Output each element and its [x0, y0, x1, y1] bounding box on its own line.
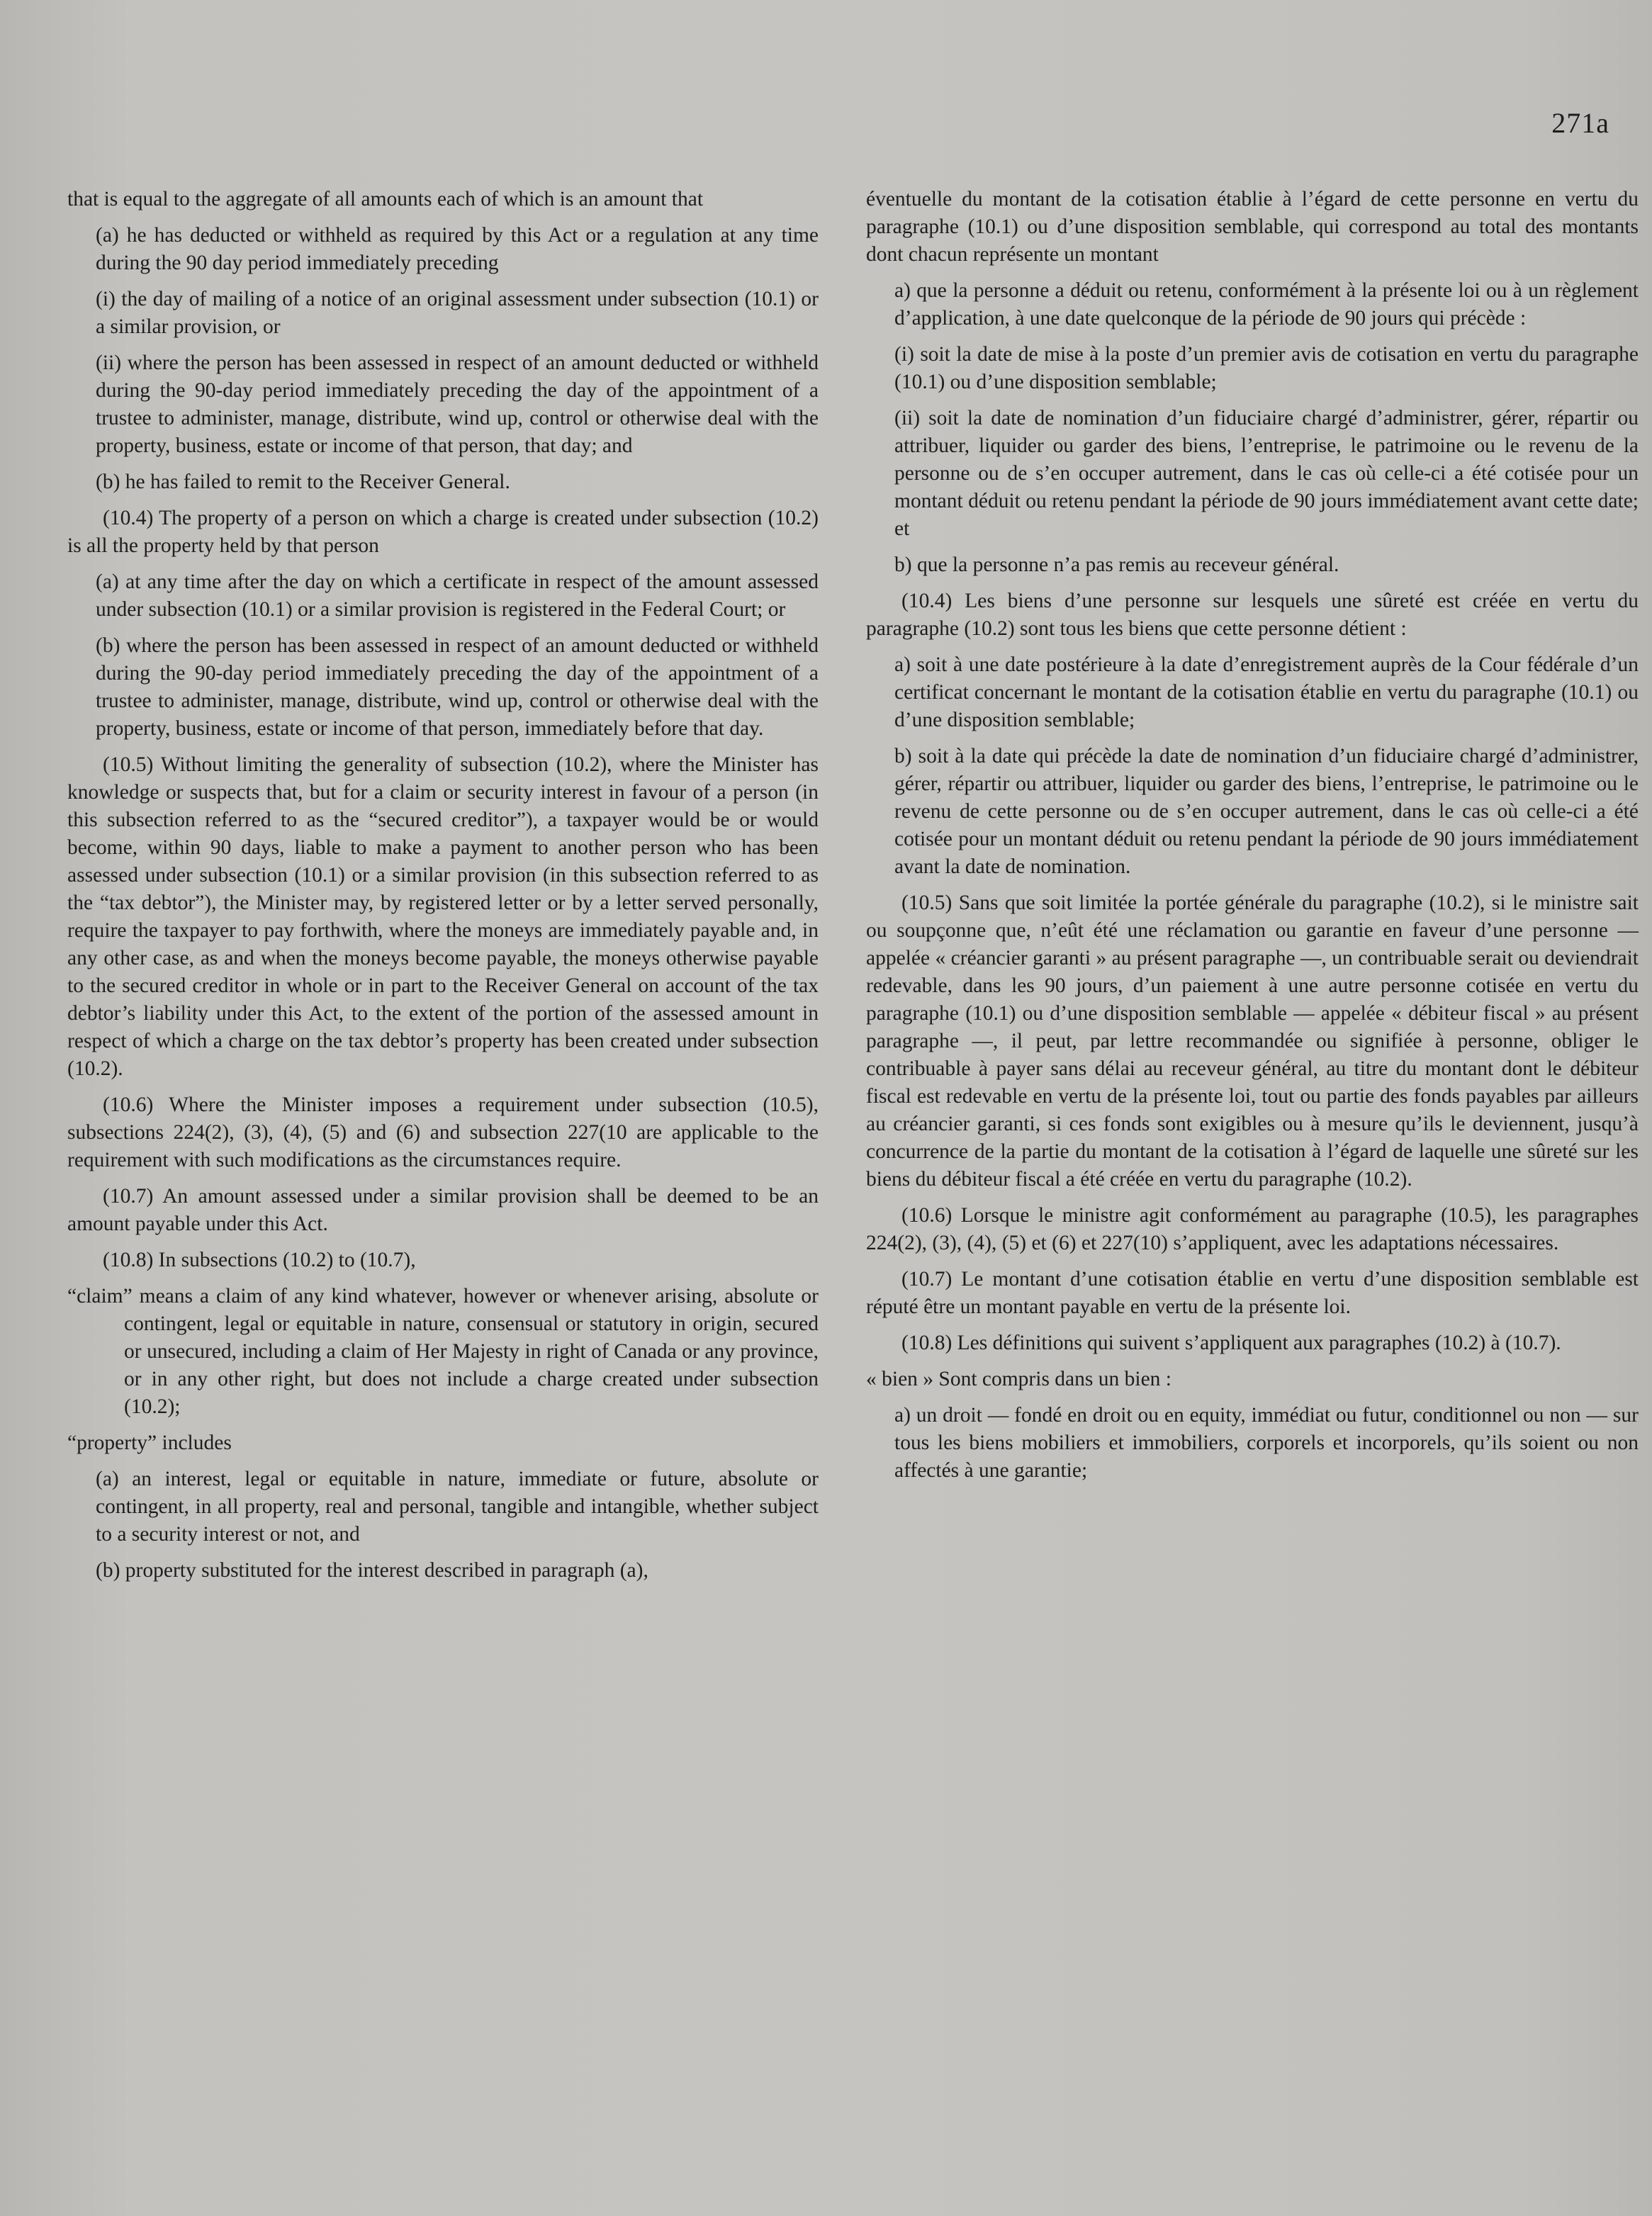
- fr-paragraph: (10.7) Le montant d’une cotisation établie en vertu d’une disposition semblable est réputé être un montant payable en vertu de la présente loi.: [866, 1268, 1639, 1318]
- french-column: [866, 186, 1639, 1493]
- fr-paragraph: (ii) soit la date de nomination d’un fiduciaire chargé d’administrer, gérer, répartir ou attribuer, liquider ou garder des biens, l’entreprise, le patrimoine ou le revenu de la personne ou de s’en occuper autrement, dans le cas où celle-ci a été cotisée pour un montant déduit ou retenu pendant la période de 90 jours immédiatement avant cette date; et: [894, 407, 1639, 540]
- en-paragraph: (ii) where the person has been assessed in respect of an amount deducted or withheld during the 90-day period immediately preceding the day of the appointment of a trustee to administer, manage, distribute, wind up, control or otherwise deal with the property, business, estate or income of that person, that day; and: [96, 351, 819, 457]
- en-definition: “claim” means a claim of any kind whatever, however or whenever arising, absolute or contingent, legal or equitable in nature, consensual or statutory in origin, secured or unsecured, including a claim of Her Majesty in right of Canada or any province, or in any other right, but does not include a charge created under subsection (10.2);: [67, 1285, 819, 1418]
- fr-paragraph: a) un droit — fondé en droit ou en equity, immédiat ou futur, conditionnel ou non — sur tous les biens mobiliers et immobiliers, corporels et incorporels, qu’ils soient ou non affectés à une garantie;: [894, 1404, 1639, 1482]
- fr-paragraph: (10.8) Les définitions qui suivent s’appliquent aux paragraphes (10.2) à (10.7).: [901, 1332, 1561, 1354]
- fr-paragraph: éventuelle du montant de la cotisation établie à l’égard de cette personne en vertu du paragraphe (10.1) ou d’une disposition semblable, qui correspond au total des montants dont chacun représente un montant: [866, 188, 1639, 266]
- en-paragraph: (10.8) In subsections (10.2) to (10.7),: [103, 1249, 416, 1271]
- fr-paragraph: (10.4) Les biens d’une personne sur lesquels une sûreté est créée en vertu du paragraphe (10.2) sont tous les biens que cette personne détient :: [866, 590, 1639, 640]
- fr-paragraph: (i) soit la date de mise à la poste d’un premier avis de cotisation en vertu du paragraphe (10.1) ou d’une disposition semblable;: [894, 343, 1639, 393]
- fr-paragraph: b) soit à la date qui précède la date de nomination d’un fiduciaire chargé d’administrer, gérer, répartir ou attribuer, liquider ou garder des biens, l’entreprise, le patrimoine ou le revenu de cette personne ou de s’en occuper autrement, dans le cas où celle-ci a été cotisée pour un montant déduit ou retenu pendant la période de 90 jours immédiatement avant la date de nomination.: [894, 745, 1639, 878]
- en-paragraph: (i) the day of mailing of a notice of an original assessment under subsection (10.1) or a similar provision, or: [96, 288, 819, 338]
- en-paragraph: (b) property substituted for the interest described in paragraph (a),: [96, 1559, 648, 1582]
- en-paragraph: (a) at any time after the day on which a certificate in respect of the amount assessed under subsection (10.1) or a similar provision is registered in the Federal Court; or: [96, 570, 819, 621]
- fr-definition: « bien » Sont compris dans un bien :: [866, 1368, 1171, 1390]
- en-paragraph: (10.4) The property of a person on which a charge is created under subsection (10.2) is all the property held by that person: [67, 507, 819, 557]
- fr-paragraph: b) que la personne n’a pas remis au receveur général.: [894, 553, 1339, 576]
- fr-paragraph: (10.6) Lorsque le ministre agit conformément au paragraphe (10.5), les paragraphes 224(2), (3), (4), (5) et (6) et 227(10) s’appliquent, avec les adaptations nécessaires.: [866, 1204, 1639, 1254]
- en-paragraph: (10.5) Without limiting the generality of subsection (10.2), where the Minister has knowledge or suspects that, but for a claim or security interest in favour of a person (in this subsection referred to as the “secured creditor”), a taxpayer would be or would become, within 90 days, liable to make a payment to another person who has been assessed under subsection (10.1) or a similar provision (in this subsection referred to as the “tax debtor”), the Minister may, by registered letter or by a letter served personally, require the taxpayer to pay forthwith, where the moneys are immediately payable and, in any other case, as and when the moneys become payable, the moneys otherwise payable to the secured creditor in whole or in part to the Receiver General on account of the tax debtor’s liability under this Act, to the extent of the portion of the assessed amount in respect of which a charge on the tax debtor’s property has been created under subsection (10.2).: [67, 753, 819, 1080]
- page-number: 271a: [1551, 107, 1609, 139]
- en-paragraph: (10.6) Where the Minister imposes a requirement under subsection (10.5), subsections 224(2), (3), (4), (5) and (6) and subsection 227(10 are applicable to the requirement with such modifications as the circumstances require.: [67, 1093, 819, 1171]
- en-paragraph: (10.7) An amount assessed under a similar provision shall be deemed to be an amount payable under this Act.: [67, 1185, 819, 1235]
- en-definition: “property” includes: [67, 1432, 232, 1454]
- en-paragraph: that is equal to the aggregate of all amounts each of which is an amount that: [67, 188, 704, 210]
- fr-paragraph: a) soit à une date postérieure à la date d’enregistrement auprès de la Cour fédérale d’un certificat concernant le montant de la cotisation établie en vertu du paragraphe (10.1) ou d’une disposition semblable;: [894, 653, 1639, 731]
- fr-paragraph: a) que la personne a déduit ou retenu, conformément à la présente loi ou à un règlement d’application, à une date quelconque de la période de 90 jours qui précède :: [894, 279, 1639, 330]
- fr-paragraph: (10.5) Sans que soit limitée la portée générale du paragraphe (10.2), si le ministre sait ou soupçonne que, n’eût été une réclamation ou garantie en faveur d’une personne —appelée « créancier garanti » au présent paragraphe —, un contribuable serait ou deviendrait redevable, dans les 90 jours, d’un paiement à une autre personne cotisée en vertu du paragraphe (10.1) ou d’une disposition semblable — appelée « débiteur fiscal » au présent paragraphe —, il peut, par lettre recommandée ou signifiée à personne, obliger le contribuable à payer sans délai au receveur général, au titre du montant dont le débiteur fiscal est redevable en vertu de la présente loi, tout ou partie des fonds payables par ailleurs au créancier garanti, si ces fonds sont exigibles ou à mesure qu’ils le deviennent, jusqu’à concurrence de la partie du montant de la cotisation à l’égard de laquelle une sûreté sur les biens du débiteur fiscal a été créée en vertu du paragraphe (10.2).: [866, 892, 1639, 1191]
- en-paragraph: (b) he has failed to remit to the Receiver General.: [96, 471, 510, 493]
- en-paragraph: (b) where the person has been assessed in respect of an amount deducted or withheld during the 90-day period immediately preceding the day of the appointment of a trustee to administer, manage, distribute, wind up, control or otherwise deal with the property, business, estate or income of that person, immediately before that day.: [96, 634, 819, 740]
- en-paragraph: (a) he has deducted or withheld as required by this Act or a regulation at any time during the 90 day period immediately preceding: [96, 224, 819, 274]
- en-paragraph: (a) an interest, legal or equitable in nature, immediate or future, absolute or contingent, in all property, real and personal, tangible and intangible, whether subject to a security interest or not, and: [96, 1468, 819, 1546]
- english-column: [67, 186, 819, 1593]
